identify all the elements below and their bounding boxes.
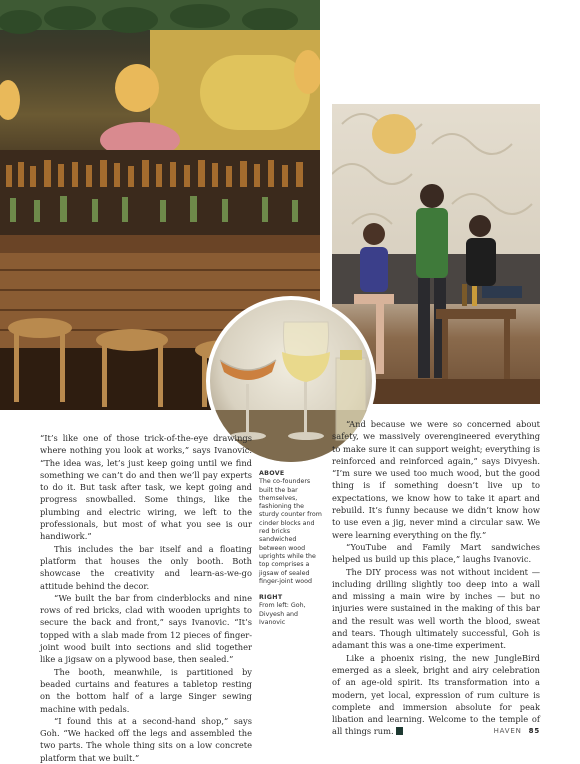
caption-right-text: From left: Goh, Divyesh and Ivanovic — [259, 602, 306, 627]
body-text-left-column — [40, 432, 252, 764]
paragraph: “YouTube and Family Mart sandwiches helped us build up this place,” laughs Ivanovic. — [332, 541, 540, 565]
paragraph: “I found this at a second-hand shop,” says Goh. “We hacked off the legs and assembled the two parts. The whole thing sits on a low concrete platform that we built.” — [40, 715, 252, 763]
body-text-right-column — [332, 418, 540, 738]
photo-caption — [259, 470, 323, 635]
paragraph: This includes the bar itself and a floating platform that houses the only booth. Both showcase the creativity and learn-as-we-go attitude behind the decor. — [40, 543, 252, 591]
caption-right-heading: RIGHT — [259, 594, 283, 602]
paragraph: The booth, meanwhile, is partitioned by beaded curtains and features a tabletop resting on the bottom half of a large Singer sewing machine with pedals. — [40, 666, 252, 714]
page-number: 85 — [528, 727, 540, 735]
paragraph: The DIY process was not without incident — including drilling slightly too deep into a wall and missing a main wire by inches — but no injuries were sustained in the making of this bar and the result was well worth the blood, sweat and tears. Though ultimately successful, Goh is adamant this was a one-time experiment. — [332, 566, 540, 651]
paragraph — [332, 652, 540, 738]
magazine-name: HAVEN — [493, 727, 522, 735]
caption-above-heading: ABOVE — [259, 470, 285, 477]
paragraph: “And because we were so concerned about safety, we massively overengineered everything to make sure it can support weight; everything is reinforced and reinforced again,” says Divyesh. “I’m sure we used too much wood, but the good thing is if something doesn’t live up to expectations, we know how to take it apart and rebuild. It’s funny because we didn’t know how to use even a jig, never mind a circular saw. We were learning everything on the fly.” — [332, 419, 540, 540]
caption-above-text: The co-founders built the bar themselves, fashioning the sturdy counter from cinder blocks and red bricks sandwiched between wood uprights while the top comprises a jigsaw of sealed finger-joint wood — [259, 478, 322, 585]
paragraph: “We built the bar from cinderblocks and nine rows of red bricks, clad with wooden uprights to secure the back and front,” says Ivanovic. “It’s topped with a slab made from 12 pieces of finger-joint wood built into sections and slid together like a jigsaw on a plywood base, then sealed.” — [40, 592, 252, 665]
paragraph: “It’s like one of those trick-of-the-eye drawings where nothing you look at works,” says Ivanovic. “The idea was, let’s just keep going until we find something we can’t do and then we’ll pay experts to do it. But task after task, we kept going and progress snowballed. Some things, like the plumbing and electric wiring, we left to the professionals, but most of what you see is our handiwork.” — [40, 433, 252, 542]
end-of-article-mark — [396, 727, 403, 735]
paragraph-text: Like a phoenix rising, the new JungleBird emerged as a sleek, bright and airy celebration of an age-old spirit. Its transformation into a modern, yet local, expression of rum culture is complete and immersion absolute for peak libation and learning. Welcome to the temple of all things rum. — [332, 652, 540, 737]
page-footer — [494, 727, 540, 735]
